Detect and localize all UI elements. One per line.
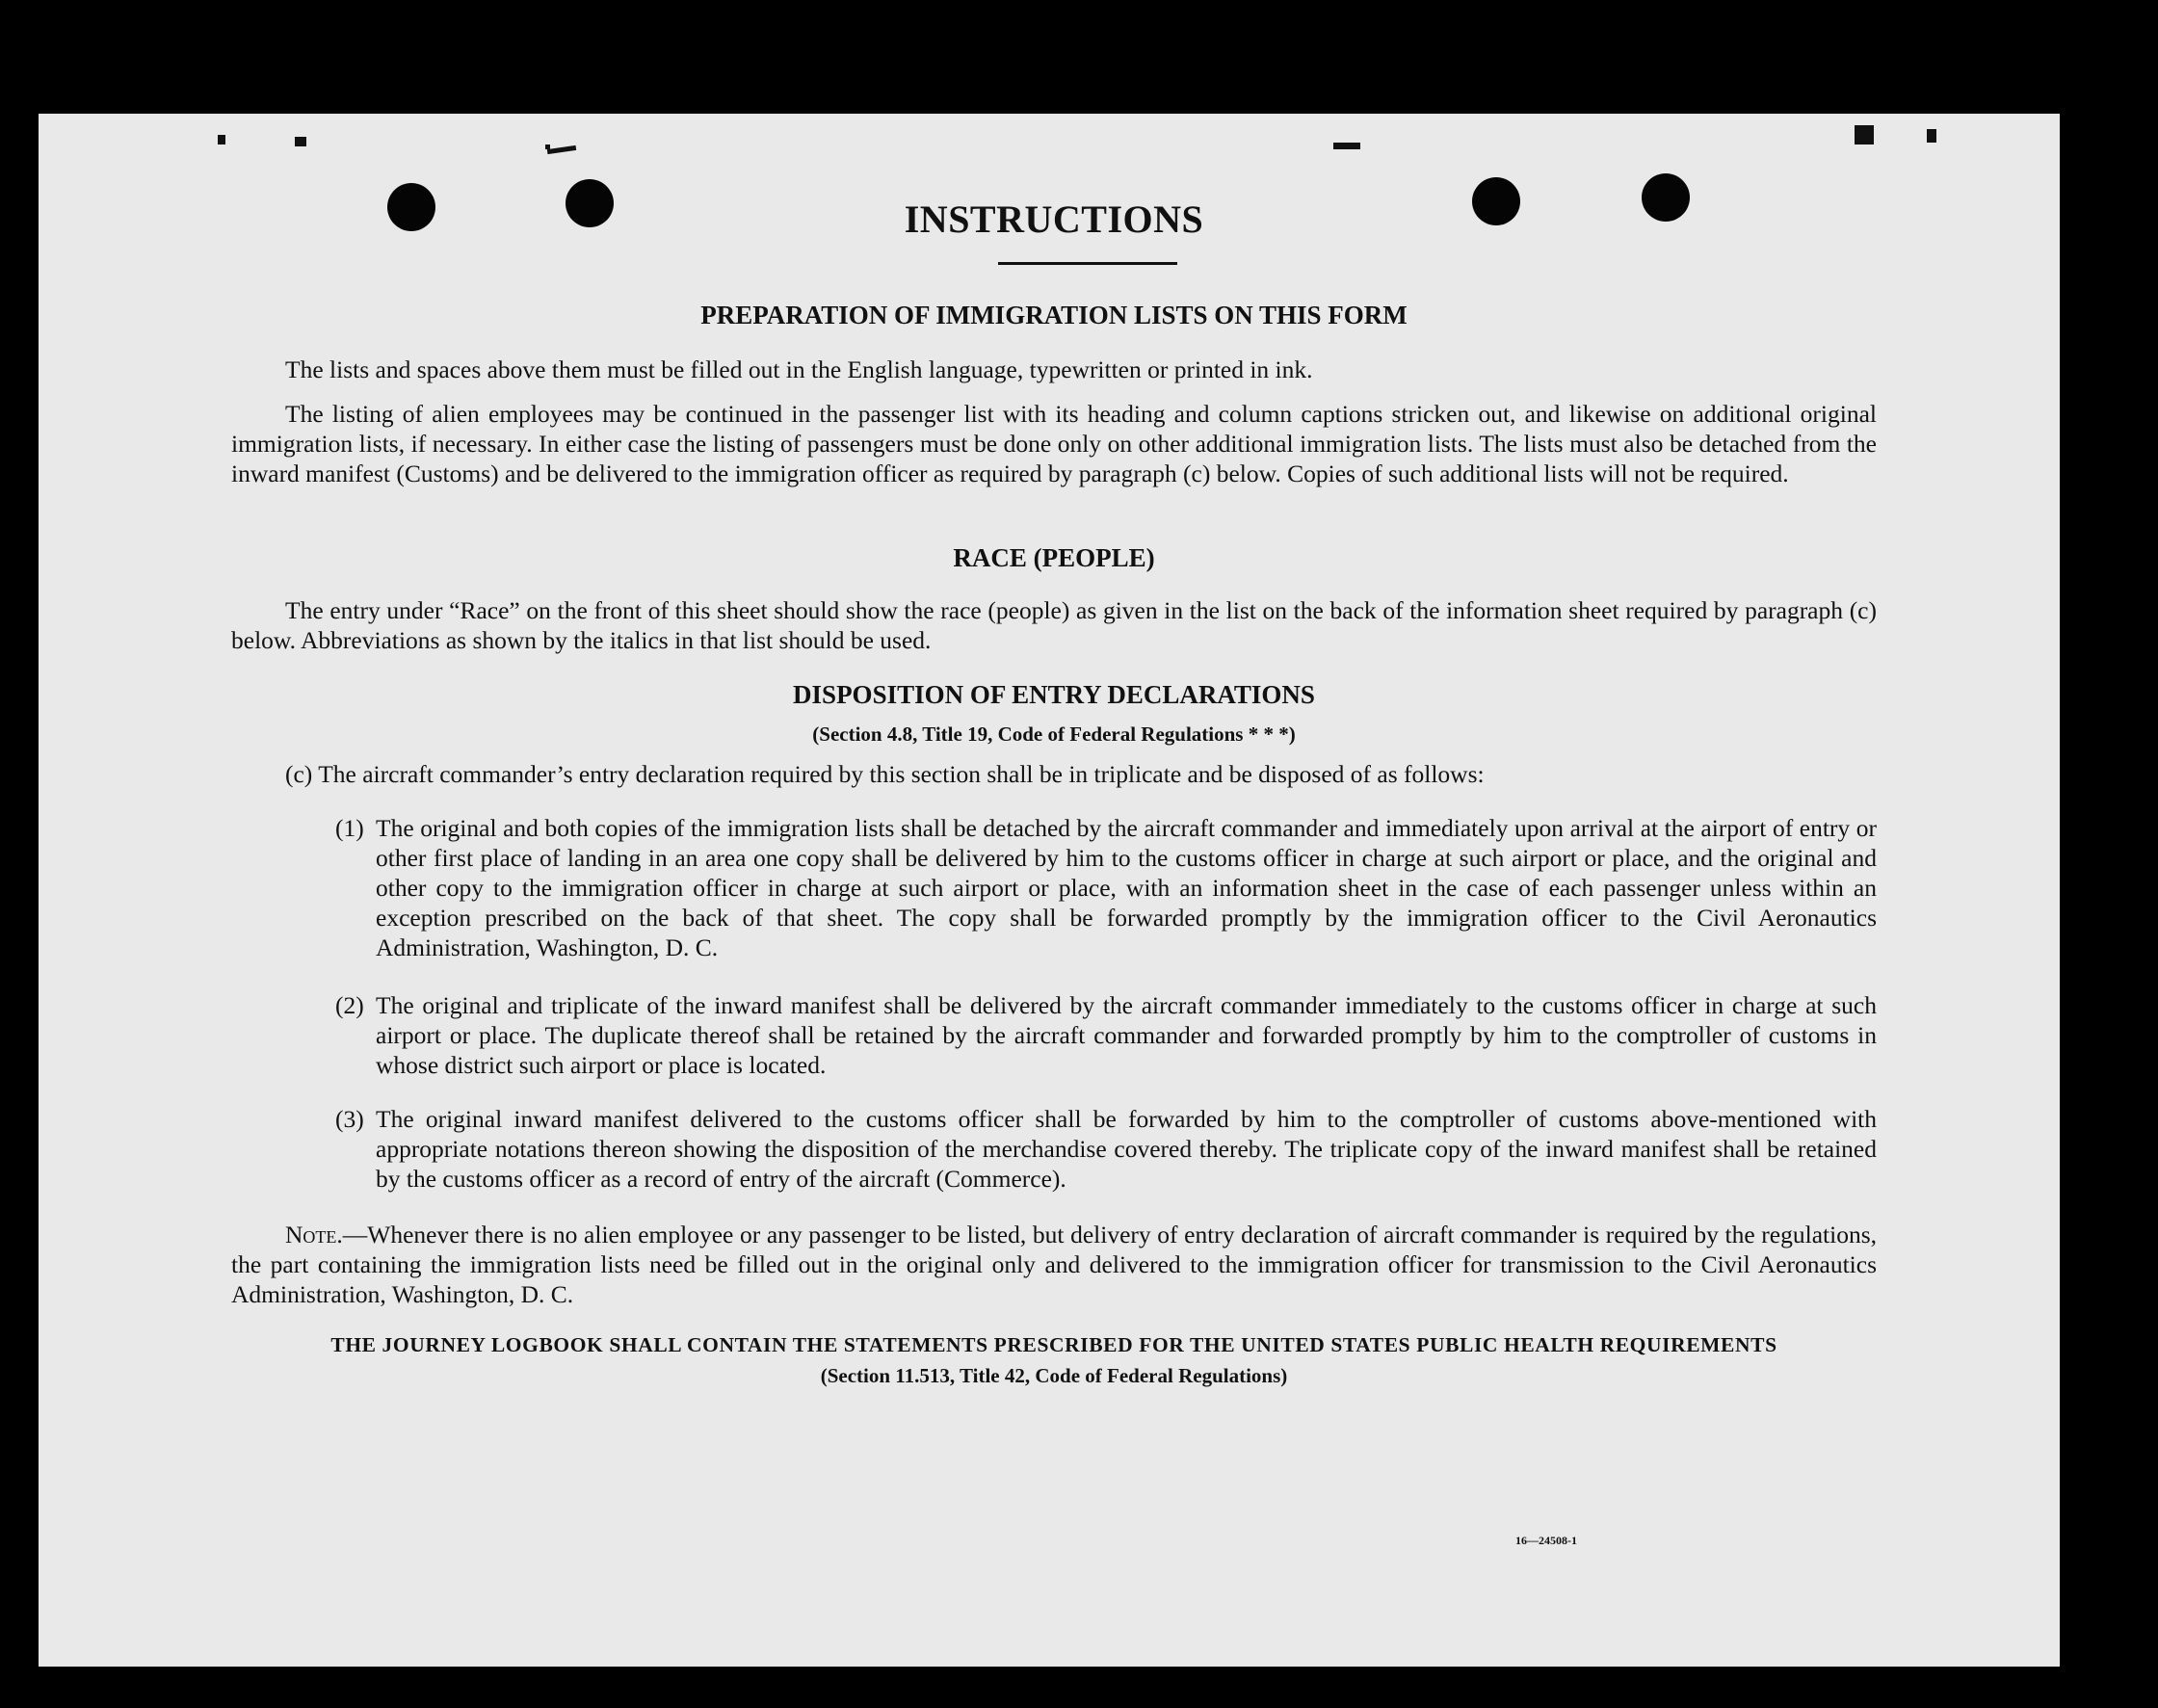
section-heading-race: RACE (PEOPLE) [953,543,1155,572]
paragraph-alien-employees: The listing of alien employees may be continued in the passenger list with its heading and column captions stricken out, and likewise on additional original immigration lists, if necessary. In either case the listing of passengers must be done only on other additional immigration lists. The lists must also be detached from the inward manifest (Customs) and be delivered to the immigration officer as required by paragraph (c) below. Copies of such additional lists will not be required. [231,400,1877,487]
paragraph-race: The entry under “Race” on the front of this sheet should show the race (people) as given in the list on the back of the information sheet required by paragraph (c) below. Abbreviations as shown by the italics in that list should be used. [231,596,1877,654]
list-item-text: The original and both copies of the immigration lists shall be detached by the aircraft commander and immediately upon arrival at the airport of entry or other first place of landing in an area one copy shall be delivered by him to the customs officer in charge at such airport or place, and the original and other copy to the immigration officer in charge at such airport or place, with an information sheet in the case of each passenger unless within an exception prescribed on the back of that sheet. The copy shall be forwarded promptly by the immigration officer to the Civil Aeronautics Administration, Washington, D. C. [376,814,1877,961]
ink-speck [295,137,306,146]
ink-speck [218,135,225,145]
page-title: INSTRUCTIONS [904,197,1204,241]
note-label: Note. [285,1221,343,1248]
ink-speck [1333,143,1360,149]
form-code: 16—24508-1 [1515,1534,1577,1547]
section-heading-preparation: PREPARATION OF IMMIGRATION LISTS ON THIS FORM [700,301,1408,329]
ink-speck [1855,125,1874,145]
title-underline [998,262,1177,265]
list-item [231,1104,1877,1194]
list-item [231,990,1877,1080]
document-sheet [39,114,2060,1667]
paragraph-c-intro: (c) The aircraft commander’s entry declaration required by this section shall be in triplicate and be disposed of as follows: [285,760,1485,788]
ink-speck [547,145,576,154]
ink-speck [1927,129,1936,143]
list-item-text: The original and triplicate of the inward manifest shall be delivered by the aircraft commander immediately to the customs officer in charge at such airport or place. The duplicate thereof shall be retained by the aircraft commander and forwarded promptly by him to the comptroller of customs in whose district such airport or place is located. [376,991,1877,1079]
list-item-number: (3) [335,1105,364,1133]
footer-logbook-statement: THE JOURNEY LOGBOOK SHALL CONTAIN THE STATEMENTS PRESCRIBED FOR THE UNITED STATES PUBLIC HEALTH REQUIREMENTS [330,1333,1777,1356]
section-heading-disposition: DISPOSITION OF ENTRY DECLARATIONS [793,680,1315,709]
regulation-citation: (Section 4.8, Title 19, Code of Federal Regulations * * *) [812,723,1296,746]
paragraph-language: The lists and spaces above them must be filled out in the English language, typewritten or printed in ink. [285,355,1313,383]
list-item-number: (1) [335,814,364,842]
list-item-number: (2) [335,991,364,1019]
note-text: —Whenever there is no alien employee or any passenger to be listed, but delivery of entry declaration of aircraft commander is required by the regulations, the part containing the immigration lists need be filled out in the original only and delivered to the immigration officer for transmission to the Civil Aeronautics Administration, Washington, D. C. [231,1221,1877,1308]
note-paragraph [231,1220,1877,1309]
footer-citation: (Section 11.513, Title 42, Code of Federal Regulations) [820,1364,1288,1387]
list-item-text: The original inward manifest delivered to the customs officer shall be forwarded by him to the comptroller of customs above-mentioned with appropriate notations thereon showing the disposition of the merchandise covered thereby. The triplicate copy of the inward manifest shall be retained by the customs officer as a record of entry of the aircraft (Commerce). [376,1105,1877,1193]
list-item [231,813,1877,962]
